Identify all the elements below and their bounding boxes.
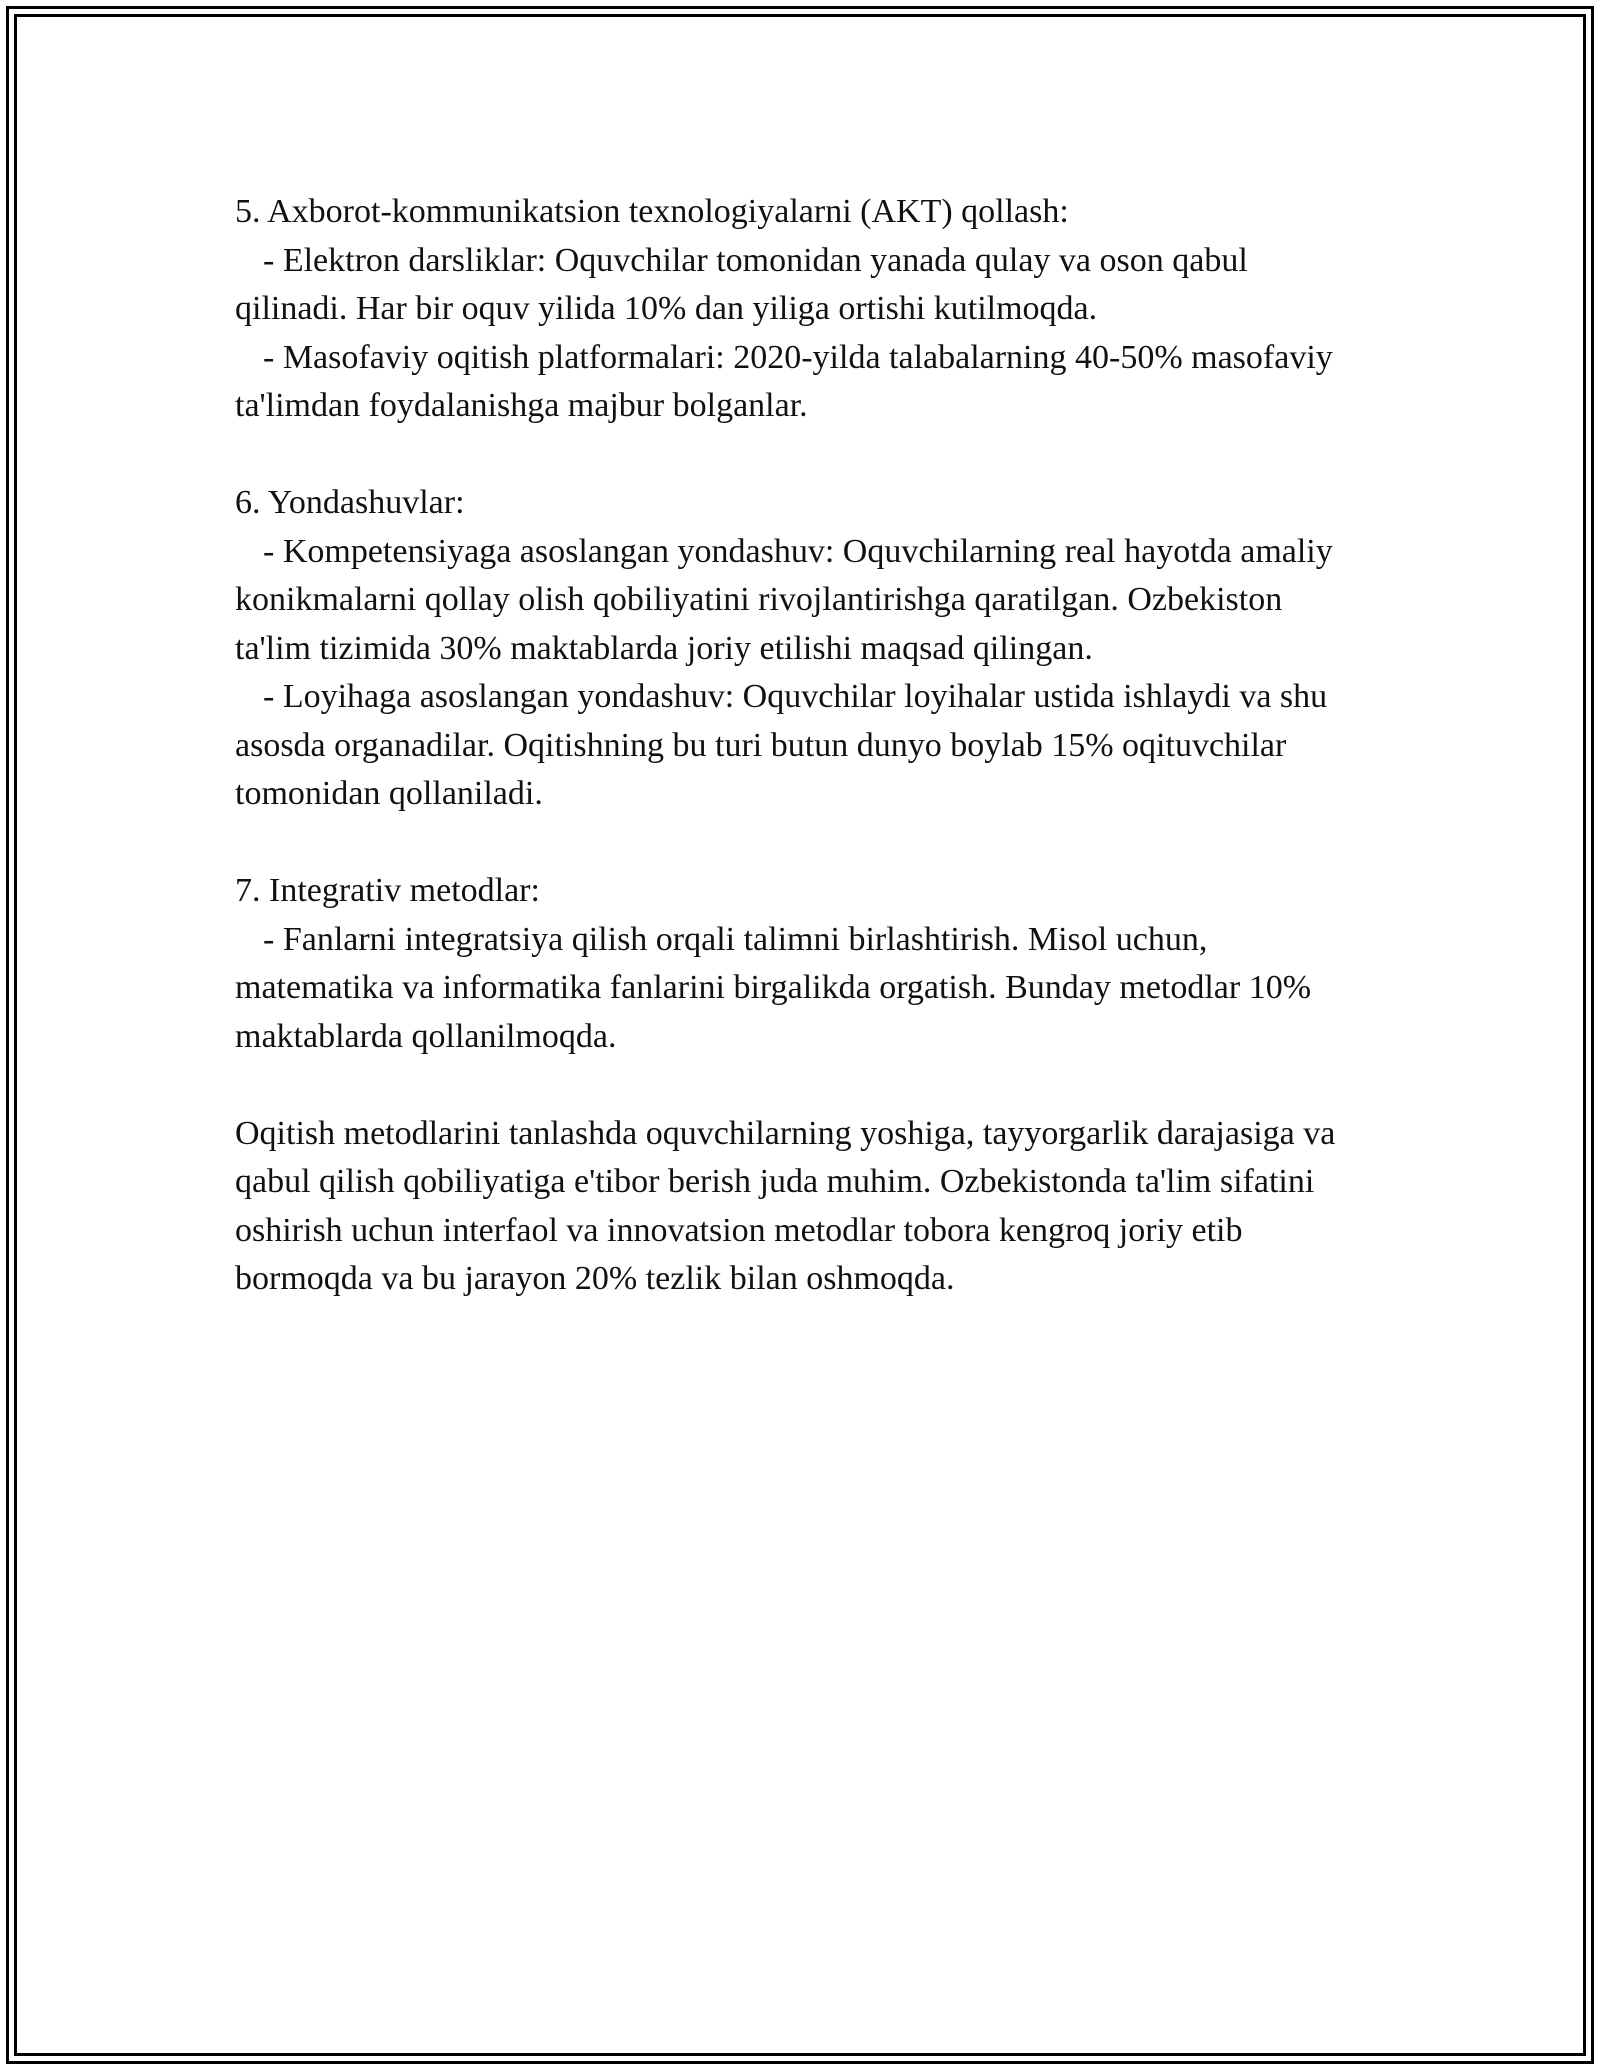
section-5-item-electronic-textbooks: - Elektron darsliklar: Oquvchilar tomonidan yanada qulay va oson qabul qilinadi. Har bir oquv yilida 10% dan yiliga ortishi kutilmoqda. bbox=[235, 241, 1248, 327]
paragraph-spacer bbox=[235, 819, 1365, 868]
section-7-heading: 7. Integrativ metodlar: bbox=[235, 872, 540, 909]
conclusion-paragraph: Oqitish metodlarini tanlashda oquvchilarning yoshiga, tayyorgarlik darajasiga va qabul qilish qobiliyatiga e'tibor berish juda muhim. Ozbekistonda ta'lim sifatini oshirish uchun interfaol va innovatsion metodlar tobora kengroq joriy etib bormoqda va bu jarayon 20% tezlik bilan oshmoqda. bbox=[235, 1114, 1336, 1297]
section-5-item-distance-learning: - Masofaviy oqitish platformalari: 2020-yilda talabalarning 40-50% masofaviy ta'limdan foydalanishga majbur bolganlar. bbox=[235, 338, 1333, 424]
paragraph-spacer bbox=[235, 431, 1365, 480]
section-6-item-competency-approach: - Kompetensiyaga asoslangan yondashuv: Oquvchilarning real hayotda amaliy konikmalarni qollay olish qobiliyatini rivojlantirishga qaratilgan. Ozbekiston ta'lim tizimida 30% maktablarda joriy etilishi maqsad qilingan. bbox=[235, 532, 1333, 667]
section-5-heading: 5. Axborot-kommunikatsion texnologiyalarni (AKT) qollash: bbox=[235, 193, 1069, 230]
section-6-heading: 6. Yondashuvlar: bbox=[235, 484, 465, 521]
document-body bbox=[235, 188, 1365, 1304]
section-6-item-project-approach: - Loyihaga asoslangan yondashuv: Oquvchilar loyihalar ustida ishlaydi va shu asosda organadilar. Oqitishning bu turi butun dunyo boylab 15% oqituvchilar tomonidan qollaniladi. bbox=[235, 678, 1328, 812]
paragraph-spacer bbox=[235, 1061, 1365, 1110]
section-7-item-integration: - Fanlarni integratsiya qilish orqali talimni birlashtirish. Misol uchun, matematika va informatika fanlarini birgalikda orgatish. Bunday metodlar 10% maktablarda qollanilmoqda. bbox=[235, 920, 1312, 1055]
